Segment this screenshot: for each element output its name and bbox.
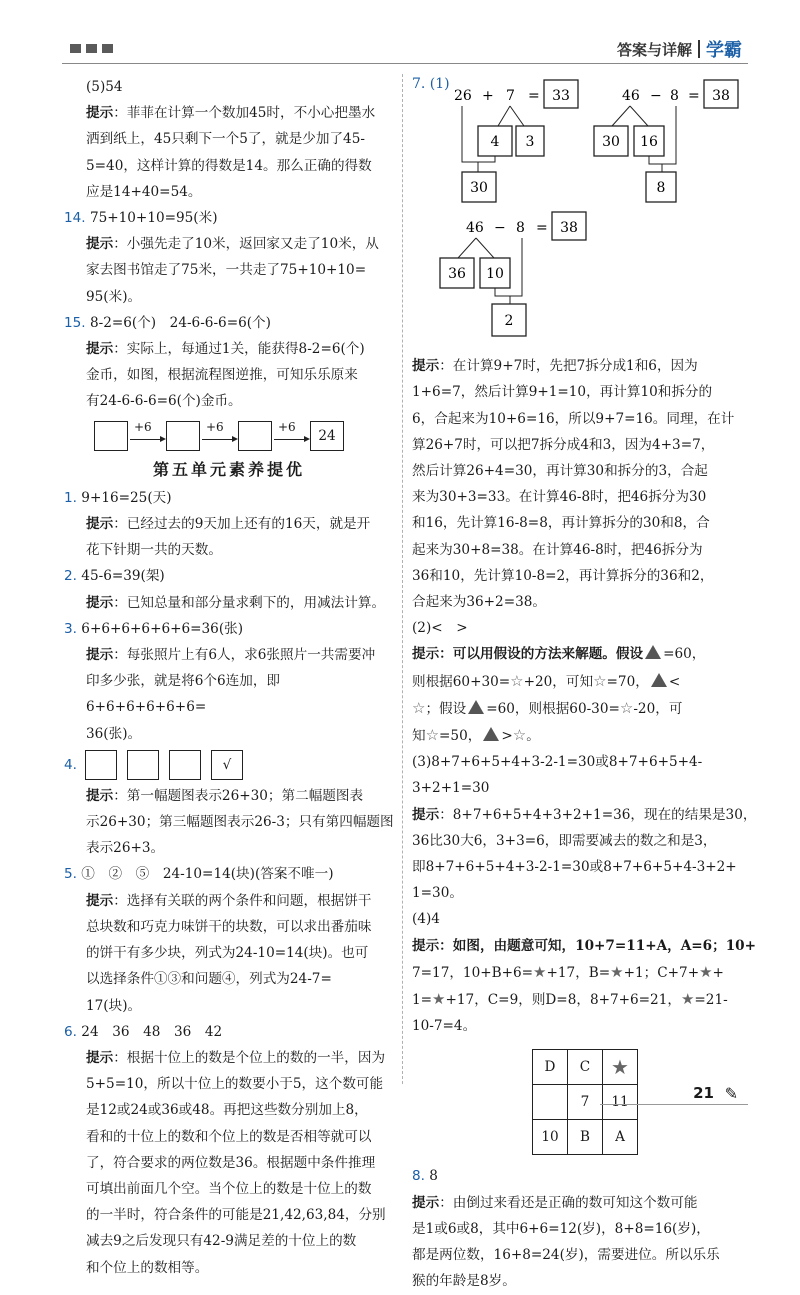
star-icon: ★ xyxy=(432,990,446,1009)
diag-c-combined: 2 xyxy=(504,313,514,329)
text-line: 提示：已经过去的9天加上还有的16天，就是开 xyxy=(86,516,371,533)
header-brand: 学霸 xyxy=(706,40,742,61)
text-line: 看和的十位上的数和个位上的数是否相等就可以 xyxy=(86,1128,372,1145)
text-line: 都是两位数，16+8=24(岁)，需要进位。所以乐乐 xyxy=(412,1247,720,1264)
left-lines-c xyxy=(64,783,394,1281)
grid-cell: 10 xyxy=(533,1120,568,1155)
q4-box-2 xyxy=(127,750,159,780)
text-line: 17(块)。 xyxy=(86,997,142,1014)
text-line: 36比30大6，3+3=6，即需要减去的数之和是3， xyxy=(412,832,717,849)
text-line: 提示：每张照片上有6人，求6张照片一共需要冲 xyxy=(86,647,376,664)
text-line: 是12或24或36或48。再把这些数分别加上8， xyxy=(86,1102,368,1119)
header-section: 答案与详解 xyxy=(616,40,692,59)
text-line: 可填出前面几个空。当个位上的数是十位上的数 xyxy=(86,1180,372,1197)
section-title: 第五单元素养提优 xyxy=(152,459,305,479)
diag-a-num1: 26 xyxy=(454,88,472,104)
grid-cell: A xyxy=(603,1120,638,1155)
diag-a-split2: 3 xyxy=(525,134,535,150)
diagram-46-minus-8-b xyxy=(440,212,586,336)
text-line: 提示：选择有关联的两个条件和问题，根据饼干 xyxy=(86,892,372,909)
star-icon: ☆ xyxy=(412,698,426,717)
text-line: 和16，先计算16-8=8，再计算拆分的30和8，合 xyxy=(412,515,710,532)
text-line: 6，合起来为10+6=16，所以9+7=16。同理，在计 xyxy=(412,410,735,427)
diag-c-result: 38 xyxy=(560,220,578,236)
left-column xyxy=(64,74,394,1281)
text-line: (2)< > xyxy=(412,620,468,637)
flow-box-result: 24 xyxy=(310,421,344,451)
text-line: (5)54 xyxy=(86,79,123,95)
q4-row xyxy=(64,750,394,780)
left-lines-a xyxy=(64,74,394,415)
grid-cell: 11 xyxy=(603,1085,638,1120)
header-divider xyxy=(698,40,700,58)
text-line: 了，符合要求的两位数是36。根据题中条件推理 xyxy=(86,1154,376,1171)
text-line: 15. 8-2=6(个) 24-6-6-6=6(个) xyxy=(64,314,271,331)
header-squares xyxy=(70,44,113,53)
q4-box-4-checked: √ xyxy=(211,750,243,780)
right-lines-c xyxy=(412,1163,774,1294)
flow-box-1 xyxy=(94,421,128,451)
text-line: 以选择条件①③和问题④，列式为24-7= xyxy=(86,971,332,988)
text-line: 提示：实际上，每通过1关，能获得8-2=6(个) xyxy=(86,341,365,358)
text-line: 8. 8 xyxy=(412,1168,438,1185)
diagram-46-minus-8-a xyxy=(594,80,738,202)
text-line: 金币，如图，根据流程图逆推，可知乐乐原来 xyxy=(86,367,358,384)
flow-diagram xyxy=(94,419,394,453)
text-line: 总块数和巧克力味饼干的块数，可以求出番茄味 xyxy=(86,918,372,935)
text-line: 5. ① ② ⑤ 24-10=14(块)(答案不唯一) xyxy=(64,866,334,883)
text-line: 和个位上的数相等。 xyxy=(86,1259,209,1276)
grid-cell-star-icon: ★ xyxy=(603,1050,638,1085)
star-icon: ☆ xyxy=(512,726,527,745)
triangle-icon xyxy=(468,700,484,714)
star-icon: ☆ xyxy=(619,698,634,717)
q4-hint-line1: 提示：如图，由题意可知，10+7=11+A，A=6；10+ xyxy=(412,937,757,954)
star-icon: ☆ xyxy=(425,726,440,745)
q2-hint-line4: 知☆=50， >☆。 xyxy=(412,726,540,745)
diag-c-num1: 46 xyxy=(466,220,484,236)
text-line: 5=40，这样计算的得数是14。那么正确的得数 xyxy=(86,157,372,174)
footer-rule xyxy=(600,1104,748,1105)
text-line: 即8+7+6+5+4+3-2-1=30或8+7+6+5+4-3+2+ xyxy=(412,859,737,876)
diagram-26-plus-7 xyxy=(454,80,578,202)
text-line: 的一半时，符合条件的可能是21,42,63,84，分别 xyxy=(86,1207,386,1224)
grid-cell: D xyxy=(533,1050,568,1085)
q4-label: 4. xyxy=(64,756,77,773)
q2-hint-line3: ☆；假设 =60，则根据60-30=☆-20，可 xyxy=(412,698,683,717)
text-line: 提示：根据十位上的数是个位上的数的一半，因为 xyxy=(86,1049,386,1066)
flow-arrow-2: +6 xyxy=(200,422,238,450)
diag-b-num2: 8 xyxy=(670,88,679,104)
right-column xyxy=(412,74,774,1295)
text-line: 6. 24 36 48 36 42 xyxy=(64,1023,223,1040)
text-line: 印多少张，就是将6个6连加，即6+6+6+6+6+6= xyxy=(86,673,281,716)
text-line: 3. 6+6+6+6+6+6=36(张) xyxy=(64,620,244,637)
text-line: 示26+30；第三幅题图表示26-3；只有第四幅题图 xyxy=(86,814,394,831)
text-line: 5+5=10，所以十位上的数要小于5，这个数可能 xyxy=(86,1076,384,1093)
pencil-icon: ✎ xyxy=(724,1084,738,1103)
text-line: (3)8+7+6+5+4+3-2-1=30或8+7+6+5+4- xyxy=(412,754,703,771)
diag-b-eq: = xyxy=(688,88,700,104)
star-icon: ☆ xyxy=(510,671,524,690)
diag-c-split2: 10 xyxy=(486,266,504,282)
q4-boxes xyxy=(85,750,243,780)
flow-box-2 xyxy=(166,421,200,451)
right-lines-a xyxy=(412,353,774,641)
diag-a-split1: 4 xyxy=(490,134,500,150)
number-grid xyxy=(532,1049,638,1155)
q7-diagrams xyxy=(412,74,774,344)
q2-hint-line1: 提示：可以用假设的方法来解题。假设 =60， xyxy=(412,646,706,663)
text-line: 提示：小强先走了10米，返回家又走了10米，从 xyxy=(86,236,379,253)
text-line: 95(米)。 xyxy=(86,288,142,305)
page-number: 21 xyxy=(693,1084,714,1102)
text-line: 猴的年龄是8岁。 xyxy=(412,1273,516,1290)
q2-hint-line2: 则根据60+30=☆+20，可知☆=70， < xyxy=(412,671,681,690)
grid-cell: 7 xyxy=(568,1085,603,1120)
grid-cell: B xyxy=(568,1120,603,1155)
text-line: (4)4 xyxy=(412,911,440,928)
q4-hint-line2: 7=17，10+B+6=★+17，B=★+1；C+7+★+ xyxy=(412,962,724,981)
star-icon: ★ xyxy=(533,962,547,981)
flow-box-3 xyxy=(238,421,272,451)
text-line: 提示：已知总量和部分量求剩下的，用减法计算。 xyxy=(86,594,386,611)
diag-b-split2: 16 xyxy=(640,134,658,150)
star-icon: ★ xyxy=(699,962,713,981)
diag-a-eq: = xyxy=(528,88,540,104)
page-header xyxy=(617,36,742,62)
left-lines-b xyxy=(64,485,394,747)
text-line: 1=30。 xyxy=(412,885,463,902)
text-line: 的饼干有多少块，列式为24-10=14(块)。也可 xyxy=(86,945,369,962)
text-line: 是1或6或8，其中6+6=12(岁)，8+8=16(岁)， xyxy=(412,1220,710,1237)
text-line: 1. 9+16=25(天) xyxy=(64,489,172,506)
text-line: 来为30+3=33。在计算46-8时，把46拆分为30 xyxy=(412,489,707,506)
text-line: 提示：菲菲在计算一个数加45时，不小心把墨水 xyxy=(86,105,376,122)
q4-hint-line4: 10-7=4。 xyxy=(412,1018,477,1035)
text-line: 合起来为36+2=38。 xyxy=(412,594,546,611)
star-icon: ☆ xyxy=(593,671,607,690)
grid-cell xyxy=(533,1085,568,1120)
text-line: 提示：第一幅题图表示26+30；第二幅题图表 xyxy=(86,787,364,804)
text-line: 14. 75+10+10=95(米) xyxy=(64,210,218,227)
text-line: 3+2+1=30 xyxy=(412,780,490,797)
diag-b-op: − xyxy=(650,88,662,104)
diag-c-split1: 36 xyxy=(448,266,466,282)
text-line: 花下针期一共的天数。 xyxy=(86,542,222,559)
column-divider xyxy=(402,74,403,1084)
diag-b-combined: 8 xyxy=(656,180,666,196)
text-line: 有24-6-6-6=6(个)金币。 xyxy=(86,393,242,410)
text-line: 表示26+3。 xyxy=(86,840,165,857)
right-lines-b xyxy=(412,749,774,932)
diag-b-num1: 46 xyxy=(622,88,640,104)
text-line: 应是14+40=54。 xyxy=(86,183,202,200)
diag-a-combined: 30 xyxy=(470,180,488,196)
text-line: 家去图书馆走了75米，一共走了75+10+10= xyxy=(86,262,367,279)
diag-a-num2: 7 xyxy=(506,88,515,104)
star-icon: ★ xyxy=(610,962,624,981)
text-line: 起来为30+8=38。在计算46-8时，把46拆分为 xyxy=(412,541,703,558)
grid-cell: C xyxy=(568,1050,603,1085)
diag-c-op: − xyxy=(494,220,506,236)
header-rule xyxy=(62,63,748,64)
text-line: 提示：在计算9+7时，先把7拆分成1和6，因为 xyxy=(412,358,698,375)
flow-arrow-1: +6 xyxy=(128,422,166,450)
text-line: 然后计算26+4=30，再计算30和拆分的3，合起 xyxy=(412,463,708,480)
diag-b-result: 38 xyxy=(712,88,730,104)
q4-box-1 xyxy=(85,750,117,780)
text-line: 提示：由倒过来看还是正确的数可知这个数可能 xyxy=(412,1194,698,1211)
text-line: 减去9之后发现只有42-9满足差的十位上的数 xyxy=(86,1233,357,1250)
triangle-icon xyxy=(483,727,499,741)
text-line: 1+6=7，然后计算9+1=10，再计算10和拆分的 xyxy=(412,384,713,401)
star-icon: ★ xyxy=(680,990,695,1009)
text-line: 36(张)。 xyxy=(86,725,142,742)
text-line: 36和10，先计算10-8=2，再计算拆分的36和2， xyxy=(412,567,714,584)
text-line: 算26+7时，可以把7拆分成4和3，因为4+3=7， xyxy=(412,436,715,453)
q7-label: 7. (1) xyxy=(412,76,450,92)
flow-arrow-3: +6 xyxy=(272,422,310,450)
text-line: 2. 45-6=39(架) xyxy=(64,568,165,585)
q4-box-3 xyxy=(169,750,201,780)
q4-hint-line3: 1=★+17，C=9，则D=8，8+7+6=21，★=21- xyxy=(412,990,728,1009)
triangle-icon xyxy=(651,673,667,687)
diag-c-num2: 8 xyxy=(516,220,525,236)
diag-a-result: 33 xyxy=(552,88,570,104)
diag-a-op: + xyxy=(482,88,494,104)
diag-c-eq: = xyxy=(536,220,548,236)
text-line: 提示：8+7+6+5+4+3+2+1=36，现在的结果是30， xyxy=(412,806,757,823)
diag-b-split1: 30 xyxy=(602,134,620,150)
triangle-icon xyxy=(645,645,661,659)
text-line: 洒到纸上，45只剩下一个5了，就是少加了45- xyxy=(86,131,365,148)
